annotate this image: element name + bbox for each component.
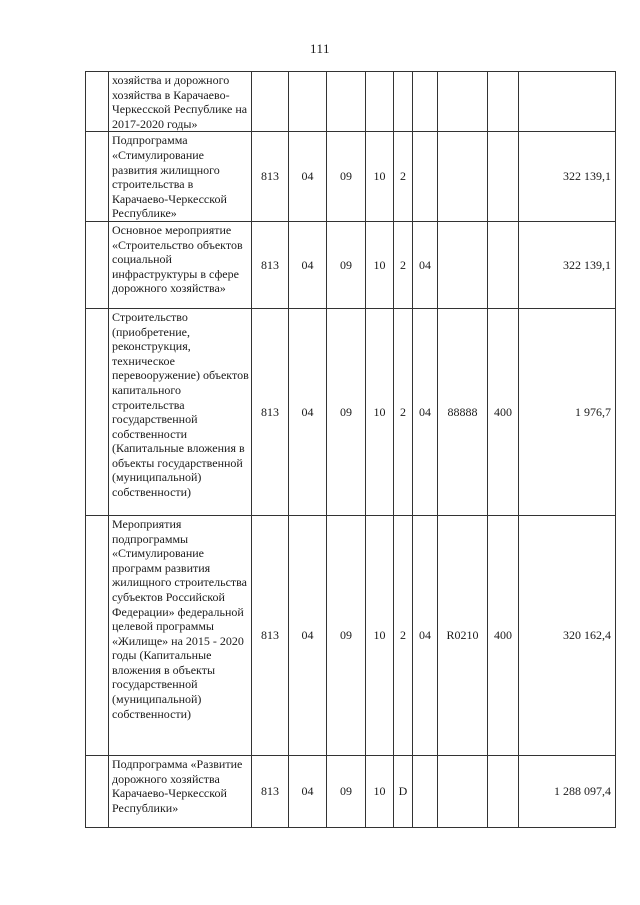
direction-code: R0210	[438, 515, 488, 755]
section-code: 04	[289, 132, 327, 222]
expense-type-code	[488, 72, 519, 132]
expense-type-code: 400	[488, 308, 519, 515]
direction-code	[438, 221, 488, 308]
section-code: 04	[289, 515, 327, 755]
subprogram-code: 2	[394, 132, 413, 222]
subprogram-code: D	[394, 755, 413, 827]
item-name: Подпрограмма «Стимулирование развития жилищного строительства в Карачаево-Черкесской Республике»	[109, 132, 252, 222]
event-code	[413, 132, 438, 222]
event-code: 04	[413, 308, 438, 515]
item-name: Мероприятия подпрограммы «Стимулирование программ развития жилищного строительства субъектов Российской Федерации» федеральной целевой программы «Жилище» на 2015 - 2020 годы (Капитальные вложения в объекты государственной (муниципальной) собственности)	[109, 515, 252, 755]
ministry-code: 813	[252, 515, 289, 755]
section-code: 04	[289, 221, 327, 308]
table-row	[86, 221, 616, 308]
event-code: 04	[413, 515, 438, 755]
program-code	[366, 72, 394, 132]
direction-code	[438, 132, 488, 222]
amount	[519, 72, 616, 132]
program-code: 10	[366, 755, 394, 827]
subprogram-code: 2	[394, 308, 413, 515]
expense-type-code: 400	[488, 515, 519, 755]
amount: 322 139,1	[519, 132, 616, 222]
subprogram-code: 2	[394, 515, 413, 755]
direction-code: 88888	[438, 308, 488, 515]
ministry-code: 813	[252, 755, 289, 827]
ministry-code: 813	[252, 308, 289, 515]
event-code	[413, 72, 438, 132]
subsection-code	[327, 72, 366, 132]
subsection-code: 09	[327, 221, 366, 308]
row-index-cell	[86, 72, 109, 132]
table-row	[86, 755, 616, 827]
page-number: 111	[309, 41, 331, 56]
subprogram-code: 2	[394, 221, 413, 308]
ministry-code: 813	[252, 221, 289, 308]
program-code: 10	[366, 515, 394, 755]
item-name: хозяйства и дорожного хозяйства в Карачаево-Черкесской Республике на 2017-2020 годы»	[109, 72, 252, 132]
table-row	[86, 132, 616, 222]
subsection-code: 09	[327, 132, 366, 222]
row-index-cell	[86, 132, 109, 222]
event-code: 04	[413, 221, 438, 308]
direction-code	[438, 72, 488, 132]
subsection-code: 09	[327, 308, 366, 515]
item-name: Подпрограмма «Развитие дорожного хозяйства Карачаево-Черкесской Республики»	[109, 755, 252, 827]
row-index-cell	[86, 515, 109, 755]
subsection-code: 09	[327, 515, 366, 755]
row-index-cell	[86, 221, 109, 308]
row-index-cell	[86, 755, 109, 827]
amount: 1 976,7	[519, 308, 616, 515]
expense-type-code	[488, 221, 519, 308]
program-code: 10	[366, 221, 394, 308]
section-code	[289, 72, 327, 132]
item-name: Основное мероприятие «Строительство объектов социальной инфраструктуры в сфере дорожного хозяйства»	[109, 221, 252, 308]
subsection-code: 09	[327, 755, 366, 827]
subprogram-code	[394, 72, 413, 132]
amount: 1 288 097,4	[519, 755, 616, 827]
row-index-cell	[86, 308, 109, 515]
table-row	[86, 308, 616, 515]
section-code: 04	[289, 755, 327, 827]
section-code: 04	[289, 308, 327, 515]
program-code: 10	[366, 308, 394, 515]
table-row	[86, 72, 616, 132]
table-row	[86, 515, 616, 755]
event-code	[413, 755, 438, 827]
budget-table	[85, 71, 616, 828]
item-name: Строительство (приобретение, реконструкция, техническое перевооружение) объектов капитального строительства государственной собственности (Капитальные вложения в объекты государственной (муниципальной) собственности)	[109, 308, 252, 515]
ministry-code	[252, 72, 289, 132]
expense-type-code	[488, 132, 519, 222]
program-code: 10	[366, 132, 394, 222]
amount: 320 162,4	[519, 515, 616, 755]
amount: 322 139,1	[519, 221, 616, 308]
ministry-code: 813	[252, 132, 289, 222]
expense-type-code	[488, 755, 519, 827]
direction-code	[438, 755, 488, 827]
